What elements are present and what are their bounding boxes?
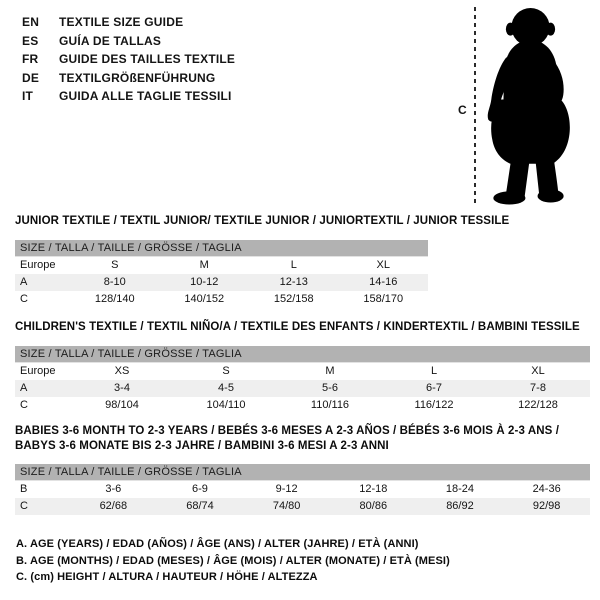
size-cell: 62/68 [99, 500, 128, 512]
footnote-line-a: A. AGE (YEARS) / EDAD (AÑOS) / ÂGE (ANS) / ALTER (JAHRE) / ETÀ (ANNI) [16, 538, 419, 550]
children-section [15, 320, 590, 414]
row-label: Europe [20, 365, 56, 378]
size-cell: 68/74 [186, 500, 214, 512]
size-cell: 128/140 [94, 293, 135, 305]
row-label: C [20, 399, 28, 411]
size-header-bar: SIZE / TALLA / TAILLE / GRÖSSE / TAGLIA [15, 240, 428, 256]
size-cell: 6-7 [426, 382, 442, 394]
baby-figure [452, 5, 592, 209]
size-cell: 74/80 [272, 500, 301, 512]
baby-silhouette-icon [484, 7, 580, 205]
language-label: GUIDE DES TAILLES TEXTILE [59, 52, 236, 66]
table-row [15, 397, 590, 414]
row-label: A [20, 276, 28, 288]
row-label: Europe [20, 259, 56, 272]
size-cell: S [222, 365, 230, 378]
size-cell: 9-12 [275, 483, 298, 496]
size-cell: M [199, 259, 209, 272]
table-title: CHILDREN'S TEXTILE / TEXTIL NIÑO/A / TEXTILE DES ENFANTS / KINDERTEXTIL / BAMBINI TESSILE [15, 321, 580, 333]
size-cell: 7-8 [530, 382, 546, 394]
language-item [22, 87, 235, 106]
language-code: IT [22, 89, 34, 103]
size-cell: 152/158 [273, 293, 314, 305]
size-cell: 4-5 [218, 382, 234, 394]
size-cell: 122/128 [518, 399, 558, 411]
language-code: ES [22, 33, 39, 48]
size-cell: 116/122 [414, 399, 454, 411]
row-label: C [20, 293, 28, 305]
size-header-bar: SIZE / TALLA / TAILLE / GRÖSSE / TAGLIA [15, 346, 590, 362]
size-cell: 98/104 [105, 399, 139, 411]
language-code: DE [22, 70, 40, 85]
size-table [15, 480, 590, 515]
size-cell: 92/98 [532, 500, 561, 512]
row-label: B [20, 483, 28, 496]
language-label: GUÍA DE TALLAS [59, 33, 162, 48]
language-label: TEXTILE SIZE GUIDE [59, 15, 184, 29]
table-title-wrap [15, 424, 590, 454]
table-row [15, 274, 428, 291]
footnote-line-c: C. (cm) HEIGHT / ALTURA / HAUTEUR / HÖHE / ALTEZZA [16, 571, 318, 583]
size-cell: M [325, 365, 335, 378]
table-row [15, 380, 590, 397]
table-row [15, 291, 428, 308]
size-cell: 104/110 [206, 399, 246, 411]
language-code: EN [22, 15, 40, 29]
language-label: GUIDA ALLE TAGLIE TESSILI [59, 89, 232, 103]
height-dashed-line [474, 7, 476, 205]
size-cell: 110/116 [310, 399, 350, 411]
language-item [22, 69, 235, 88]
babies-section [15, 424, 590, 515]
size-cell: XS [114, 365, 130, 378]
size-cell: 80/86 [359, 500, 388, 512]
size-cell: 18-24 [445, 483, 475, 496]
size-cell: 14-16 [369, 276, 398, 288]
table-title: BABIES 3-6 MONTH TO 2-3 YEARS / BEBÉS 3-6 MESES A 2-3 AÑOS / BÉBÉS 3-6 MOIS À 2-3 ANS / [15, 425, 559, 437]
language-code: FR [22, 52, 39, 66]
table-row [15, 363, 590, 380]
table-row [15, 257, 428, 274]
language-list [22, 13, 235, 106]
table-row [15, 498, 590, 515]
table-title-line2: BABYS 3-6 MONATE BIS 2-3 JAHRE / BAMBINI 3-6 MESI A 2-3 ANNI [15, 440, 389, 452]
size-cell: 12-18 [359, 483, 388, 496]
size-cell: 12-13 [279, 276, 308, 288]
row-label: C [20, 500, 28, 512]
size-header-bar: SIZE / TALLA / TAILLE / GRÖSSE / TAGLIA [15, 464, 590, 480]
row-label: A [20, 382, 28, 394]
footnotes [16, 536, 450, 586]
size-cell: XL [531, 365, 545, 378]
size-cell: 140/152 [184, 293, 225, 305]
junior-section [15, 214, 510, 308]
language-label: TEXTILGRÖßENFÜHRUNG [59, 70, 216, 85]
size-cell: 6-9 [192, 483, 208, 496]
language-item [22, 32, 235, 51]
size-cell: 10-12 [190, 276, 219, 288]
size-cell: 5-6 [322, 382, 338, 394]
size-cell: 3-4 [114, 382, 130, 394]
size-cell: L [430, 365, 438, 378]
size-cell: S [111, 259, 119, 272]
size-cell: 24-36 [532, 483, 561, 496]
height-measure-label: C [458, 103, 467, 117]
size-cell: XL [376, 259, 390, 272]
size-table [15, 362, 590, 414]
table-row [15, 481, 590, 498]
size-table [15, 256, 428, 308]
size-cell: 8-10 [103, 276, 126, 288]
size-cell: 158/170 [363, 293, 404, 305]
size-cell: 3-6 [105, 483, 122, 496]
footnote-line-b: B. AGE (MONTHS) / EDAD (MESES) / ÂGE (MOIS) / ALTER (MONATE) / ETÀ (MESI) [16, 554, 450, 567]
size-cell: L [290, 259, 297, 272]
table-title: JUNIOR TEXTILE / TEXTIL JUNIOR/ TEXTILE JUNIOR / JUNIORTEXTIL / JUNIOR TESSILE [15, 215, 510, 227]
size-cell: 86/92 [446, 500, 474, 512]
language-item [22, 50, 235, 69]
language-item [22, 13, 235, 32]
